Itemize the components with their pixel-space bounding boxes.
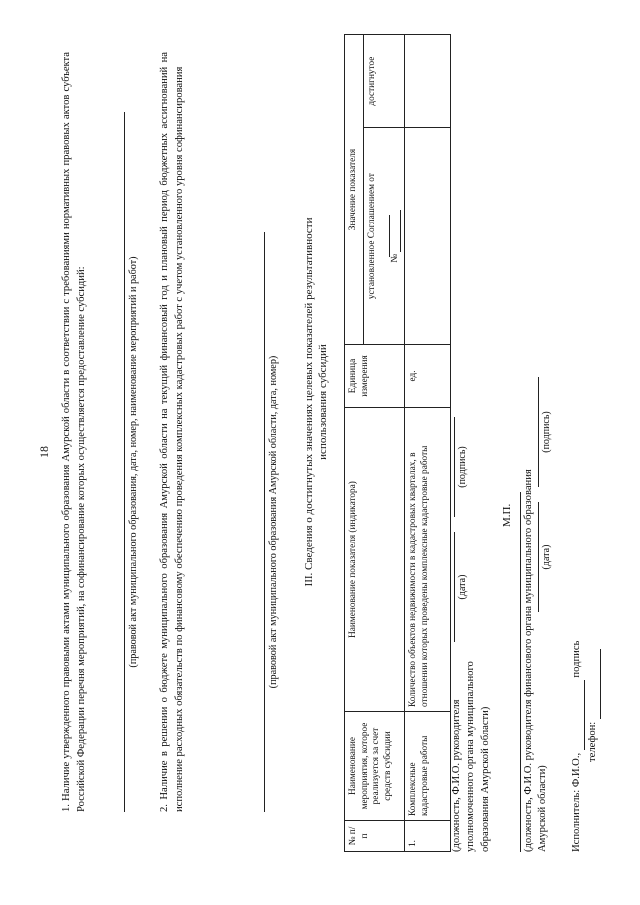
paragraph-2-caption: (правовой акт муниципального образования Амурской области, дата, номер) <box>268 355 279 689</box>
stamp-placeholder: М.П. <box>501 503 513 527</box>
executor-line <box>570 641 585 852</box>
col-header-unit: Единица измерения <box>345 345 405 408</box>
row-achieved-value <box>405 35 451 128</box>
paragraph-2: 2. Наличие в решении о бюджете муниципального образования Амурской области на текущий финансовый год и плановый период бюджетных ассигнований на исполнение расходных обязательств по финансовому обеспечению проведения комплексных кадастровых работ с учетом установленного уровня софинансирования <box>159 52 185 812</box>
page-number: 18 <box>37 446 51 458</box>
phone-blank <box>590 649 601 719</box>
executor-signature-label: подпись <box>571 640 582 678</box>
head-position-caption: (должность, Ф.И.О. руководителя уполномоченного органа муниципального образования Амурской области) <box>451 661 491 852</box>
section-3-title: III. Сведения о достигнутых значениях целевых показателей результативности использования субсидий <box>303 217 330 587</box>
finance-signature-hint: (подпись) <box>541 411 552 453</box>
col-header-value: Значение показателя <box>345 35 364 345</box>
executor-phone-line <box>586 649 601 762</box>
finance-position-caption: (должность, Ф.И.О. руководителя финансового органа муниципального образования Амурской области) <box>523 469 549 852</box>
head-signature-hint: (подпись) <box>457 446 468 488</box>
paragraph-1: 1. Наличие утвержденного правовыми актами муниципального образования Амурской области в соответствии с требованиями нормативных правовых актов субъекта Российской Федерации перечня мероприятий, на софинансирование которых осуществляется предоставление субсидий: <box>61 52 87 812</box>
paragraph-1-caption: (правовой акт муниципального образования, дата, номер, наименование мероприятий и работ) <box>128 256 139 668</box>
finance-name-line <box>520 492 521 852</box>
row-number: 1. <box>405 821 451 852</box>
col-header-planned <box>363 128 405 345</box>
agreement-number-label: № <box>389 253 400 263</box>
agreement-date-blank <box>380 215 390 257</box>
head-signature-line <box>454 417 455 517</box>
row-unit: ед. <box>405 345 451 408</box>
col-header-achieved: достигнутое <box>363 35 405 128</box>
indicators-table <box>344 34 451 852</box>
planned-label: установленное Соглашением от <box>366 173 377 300</box>
row-event: Комплексные кадастровые работы <box>405 712 451 821</box>
rotated-landscape-page <box>30 22 610 882</box>
phone-label: телефон: <box>587 721 598 762</box>
agreement-number-blank <box>391 210 401 252</box>
executor-name-blank <box>574 680 585 750</box>
head-date-hint: (дата) <box>457 574 468 600</box>
col-header-number: № п/п <box>345 821 405 852</box>
paragraph-2-fill-line <box>264 232 265 812</box>
row-planned-value <box>405 128 451 345</box>
executor-label: Исполнитель: Ф.И.О., <box>571 752 582 852</box>
table-row <box>405 35 451 852</box>
finance-date-line <box>538 502 539 612</box>
row-indicator: Количество объектов недвижимости в кадастровых кварталах, в отношении которых проведены комплексные кадастровые работы <box>405 408 451 712</box>
finance-date-hint: (дата) <box>541 544 552 570</box>
finance-signature-line <box>538 377 539 487</box>
paragraph-1-fill-line <box>124 112 125 812</box>
col-header-event: Наименование мероприятия, которое реализуется за счет средств субсидии <box>345 712 405 821</box>
col-header-indicator: Наименование показателя (индикатора) <box>345 408 405 712</box>
head-date-line <box>454 532 455 642</box>
